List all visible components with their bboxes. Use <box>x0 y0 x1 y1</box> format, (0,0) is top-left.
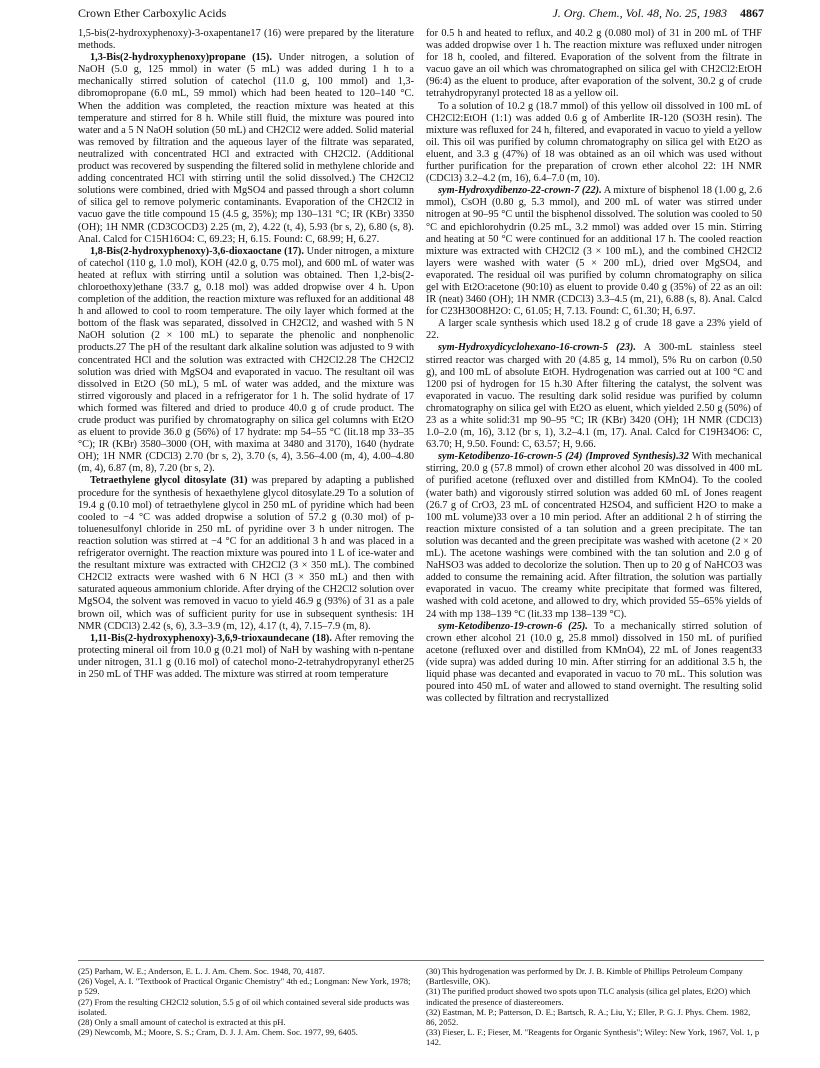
compound-heading: Tetraethylene glycol ditosylate (31) <box>90 475 248 487</box>
paragraph <box>78 246 414 476</box>
paragraph-body: Under nitrogen, a mixture of catechol (110 g, 1.0 mol), KOH (42.0 g, 0.75 mol), and 600 mL of water was heated at reflux with stirring until a solution was obtained. Then 1,2-bis(2-chloroethoxy)ethane (33.7 g, 0.18 mol) was added dropwise over 4 h. Upon completion of the addition, the reaction mixture was refluxed for an additional 48 h and allowed to cool to room temperature. The oily layer which formed at the bottom of the flask was separated, dissolved in CH2Cl2, and washed with 5 N NaOH solution (2 × 100 mL) to separate the phenolic and nonphenolic products.27 The pH of the resultant dark alkaline solution was adjusted to 9 with concentrated HCl and the solution was extracted with CH2Cl2.28 The CH2Cl2 solution was dried with MgSO4 and evaporated in vacuo. The resultant oil was dissolved in Et2O (50 mL), 5 mL of water was added, and the mixture was stirred vigorously and placed in a refrigerator for 1 h. The solid hydrate of 17 which formed was filtered and dried to produce 40.0 g of crude product. The crude product was purified by chromatography on silica gel columns with Et2O as eluent to provide 36.0 g (56%) of 17 hydrate: mp 54–55 °C (lit.18 mp 33–35 °C); IR (KBr) 3580–3000 (OH, with maxima at 3480 and 3170), 1640 (hydrate OH); 1H NMR (CDCl3) 2.70 (br s, 2), 3.70 (s, 4), 3.56–4.00 (m, 4), 4.00–4.80 (m, 4), 6.87 (m, 8), 7.20 (br s, 2). <box>78 245 414 475</box>
header-journal-info <box>552 6 764 22</box>
footnote: (28) Only a small amount of catechol is extracted at this pH. <box>78 1017 286 1028</box>
paragraph-body: A 300-mL stainless steel stirred reactor was charged with 20 (4.85 g, 14 mmol), 5% Ru on carbon (0.50 g), and 100 mL of absolute EtOH. Hydrogenation was carried out at 100 °C and 1200 psi of hydrogen for 15 h.30 After filtering the catalyst, the solvent was evaporated in vacuo. The resulting dark solid residue was purified by column chromatography on silica gel with Et2O as eluent, which yielded 2.50 g (50%) of 23 as a white solid:31 mp 90–95 °C; IR (KBr) 3420 (OH); 1H NMR (CDCl3) 1.0–2.0 (m, 16), 3.12 (br s, 1), 3.2–4.1 (m, 17). Anal. Calcd for C19H34O6: C, 63.70; H, 9.50. Found: C, 63.57; H, 9.66. <box>426 342 762 451</box>
header-journal: J. Org. Chem., Vol. 48, No. 25, 1983 <box>552 6 727 20</box>
compound-heading: sym-Hydroxydicyclohexano-16-crown-5 (23). <box>438 342 636 354</box>
paragraph <box>78 633 414 681</box>
footnotes-right <box>426 966 762 1048</box>
footnote: (33) Fieser, L. F.; Fieser, M. "Reagents for Organic Synthesis"; Wiley: New York, 1967, Vol. 1, p 142. <box>426 1027 760 1048</box>
compound-heading: sym-Ketodibenzo-16-crown-5 (24) (Improved Synthesis).32 <box>438 451 689 463</box>
paragraph <box>78 475 414 632</box>
paragraph: 1,5-bis(2-hydroxyphenoxy)-3-oxapentane17 (16) were prepared by the literature methods. <box>78 28 414 52</box>
paragraph: To a solution of 10.2 g (18.7 mmol) of this yellow oil dissolved in 100 mL of CH2Cl2:EtOH (1:1) was added 0.6 g of Amberlite IR-120 (SO3H resin). The mixture was refluxed for 24 h, filtered, and evaporated in vacuo to yield a yellow oil. This oil was purified by column chromatography on silica gel with Et2O as eluent, and 3.3 g (47%) of 18 was obtained as an oil which was used without further purification for the preparation of crown ether alcohol 22: 1H NMR (CDCl3) 3.2–4.2 (m, 16), 6.4–7.0 (m, 10). <box>426 100 762 185</box>
paragraph-body: A mixture of bisphenol 18 (1.00 g, 2.6 mmol), CsOH (0.80 g, 5.3 mmol), and 200 mL of water was stirred under nitrogen at 90–95 °C until the bisphenol dissolved. The solution was cooled to 50 °C and epichlorohydrin (0.25 mL, 3.2 mmol) was added over 15 min. Stirring and heating at 50 °C were continued for an additional 17 h. The cooled reaction mixture was extracted with CH2Cl2 (3 × 100 mL), and the combined CH2Cl2 layers were washed with water (5 × 200 mL), dried over MgSO4, and evaporated. The residual oil was purified by column chromatography on silica gel with Et2O:acetone (90:10) as eluent to provide 0.40 g (35%) of 22 as an oil: IR (neat) 3460 (OH); 1H NMR (CDCl3) 3.3–4.5 (m, 21), 6.88 (s, 8). Anal. Calcd for C23H30O8H2O: C, 61.05; H, 7.13. Found: C, 61.30; H, 6.97. <box>426 185 763 318</box>
paragraph <box>426 185 762 318</box>
footnote: (32) Eastman, M. P.; Patterson, D. E.; Bartsch, R. A.; Liu, Y.; Eller, P. G. J. Phys. Chem. 1982, 86, 2052. <box>426 1006 751 1028</box>
paragraph-body: With mechanical stirring, 20.0 g (57.8 mmol) of crown ether alcohol 20 was dissolved in 400 mL of purified acetone (refluxed over and distilled from KMnO4). To the cooled (water bath) and vigorously stirred solution was added 60 mL of Jones reagent (26.7 g of CrO3, 23 mL of concentrated H2SO4, and sufficient H2O to make a 100 mL volume)33 over a 10 min period. After an additional 2 h of stirring the reaction mixture consisted of a tan solution and a green precipitate. The tan solution was decanted and the green precipitate was washed with acetone (2 × 20 mL). The acetone washings were combined with the tan solution and 2.0 g of NaHSO3 was added to decolorize the solution. Then up to 20 g of NaHCO3 was added to consume the remaining acid. After filtration, the solution was partially evaporated in vacuo. The creamy white precipitate that formed was filtered, washed with cold acetone, and allowed to dry, which provided 55–65% yields of 24 with mp 138–139 °C (lit.33 mp 138–139 °C). <box>426 451 762 620</box>
paragraph-body: Under nitrogen, a solution of NaOH (5.0 g, 125 mmol) in water (5 mL) was added during 1 h to a mechanically stirred solution of catechol (11.0 g, 100 mmol) and 1,3-dibromopropane (6.0 mL, 59 mmol) which had been heated to 120–140 °C. When the addition was completed, the reaction mixture was heated at this temperature and stirred for 8 h. While still fluid, the mixture was poured into water and a 5 N NaOH solution (50 mL) and CH2Cl2 were added. Solid material was removed by filtration and the aqueous layer of the filtrate was separated, neutralized with concentrated HCl and extracted with CH2Cl2. (Additional product was recovered by suspending the filtered solid in methylene chloride and adding concentrated HCl with stirring until the solid dissolved.) The CH2Cl2 solutions were combined, dried with MgSO4 and passed through a short column of silica gel to remove polymeric contaminants. Evaporation of the CH2Cl2 in vacuo gave the title compound 15 (4.5 g, 35%); mp 130–131 °C; IR (KBr) 3350 (OH); 1H NMR (CD3COCD3) 2.25 (m, 2), 4.22 (t, 4), 5.93 (br s, 2), 6.80 (s, 8). Anal. Calcd for C15H16O4: C, 69.23; H, 6.15. Found: C, 68.99; H, 6.27. <box>78 52 414 245</box>
footnotes-left <box>78 966 414 1037</box>
footnote: (26) Vogel, A. I. "Textbook of Practical Organic Chemistry" 4th ed.; Longman: New York, 1978; p 529. <box>78 976 411 997</box>
paragraph <box>426 451 762 620</box>
header-page-number: 4867 <box>740 6 764 20</box>
compound-heading: sym-Ketodibenzo-19-crown-6 (25). <box>438 620 588 632</box>
paragraph-body: was prepared by adapting a published procedure for the synthesis of hexaethylene glycol ditosylate.29 To a solution of 19.4 g (0.10 mol) of tetraethylene glycol in 250 mL of pyridine which had been cooled to −4 °C was added dropwise a solution of 57.2 g (0.30 mol) of p-toluenesulfonyl chloride in 250 mL of pyridine over 3 h under nitrogen. The reaction solution was stirred at −4 °C for an additional 3 h and was placed in a refrigerator overnight. The reaction mixture was poured into 1 L of ice-water and the resultant mixture was extracted with CH2Cl2 (3 × 350 mL). The combined CH2Cl2 extracts were washed with 6 N HCl (3 × 350 mL) and then with saturated aqueous ammonium chloride. After drying of the CH2Cl2 solution over MgSO4, the solvent was removed in vacuo to yield 46.9 g (93%) of 31 as a pale brown oil, which was of sufficient purity for use in subsequent synthesis: 1H NMR (CDCl3) 2.42 (s, 6), 3.3–3.9 (m, 12), 4.17 (t, 4), 7.15–7.9 (m, 8). <box>78 475 414 632</box>
footnote: (31) The purified product showed two spots upon TLC analysis (silica gel plates, Et2O) which indicated the presence of diastereomers. <box>426 986 751 1007</box>
running-header <box>78 6 764 22</box>
left-column <box>78 28 414 681</box>
compound-heading: 1,3-Bis(2-hydroxyphenoxy)propane (15). <box>90 52 272 64</box>
paragraph <box>78 52 414 246</box>
footnote: (30) This hydrogenation was performed by Dr. J. B. Kimble of Phillips Petroleum Company (Bartlesville, OK). <box>426 966 743 987</box>
paragraph: A larger scale synthesis which used 18.2 g of crude 18 gave a 23% yield of 22. <box>426 318 762 342</box>
right-column <box>426 28 762 705</box>
paragraph <box>426 621 762 706</box>
header-section-title: Crown Ether Carboxylic Acids <box>78 6 227 20</box>
footnote: (25) Parham, W. E.; Anderson, E. L. J. Am. Chem. Soc. 1948, 70, 4187. <box>78 966 325 976</box>
footnote: (27) From the resulting CH2Cl2 solution, 5.5 g of oil which contained several side products was isolated. <box>78 996 410 1017</box>
compound-heading: 1,8-Bis(2-hydroxyphenoxy)-3,6-dioxaoctane (17). <box>90 245 304 257</box>
footnote-divider <box>78 960 764 961</box>
compound-heading: sym-Hydroxydibenzo-22-crown-7 (22). <box>438 185 602 197</box>
compound-heading: 1,11-Bis(2-hydroxyphenoxy)-3,6,9-trioxaundecane (18). <box>90 632 332 644</box>
paragraph: for 0.5 h and heated to reflux, and 40.2 g (0.080 mol) of 31 in 200 mL of THF was added dropwise over 1 h. The reaction mixture was refluxed under nitrogen for 18 h, cooled, and filtered. Evaporation of the solvent from the filtrate in vacuo gave an oil which was chromatographed on silica gel with CH2Cl2:EtOH (96:4) as the eluent to produce, after evaporation of the solvent, 30.2 g of crude tetrahydropyranyl protected 18 as a yellow oil. <box>426 28 762 100</box>
paragraph-body: After removing the protecting mineral oil from 10.0 g (0.21 mol) of NaH by washing with n-pentane under nitrogen, 31.1 g (0.16 mol) of catechol mono-2-tetrahydropyranyl ether25 in 250 mL of THF was added. The mixture was stirred at room temperature <box>78 632 414 680</box>
footnote: (29) Newcomb, M.; Moore, S. S.; Cram, D. J. J. Am. Chem. Soc. 1977, 99, 6405. <box>78 1027 358 1038</box>
paragraph-body: To a mechanically stirred solution of crown ether alcohol 21 (10.0 g, 25.8 mmol) dissolved in 150 mL of purified acetone (refluxed over and distilled from KMnO4), 22 mL of Jones reagent33 (vide supra) was added during 10 min. After stirring for an additional 3.5 h, the liquid phase was decanted and evaporated in vacuo to 70 mL. This solution was poured into 450 mL of water and allowed to stand overnight. The resulting solid was collected by filtration and recrystallized <box>426 620 762 705</box>
paragraph <box>426 342 762 451</box>
